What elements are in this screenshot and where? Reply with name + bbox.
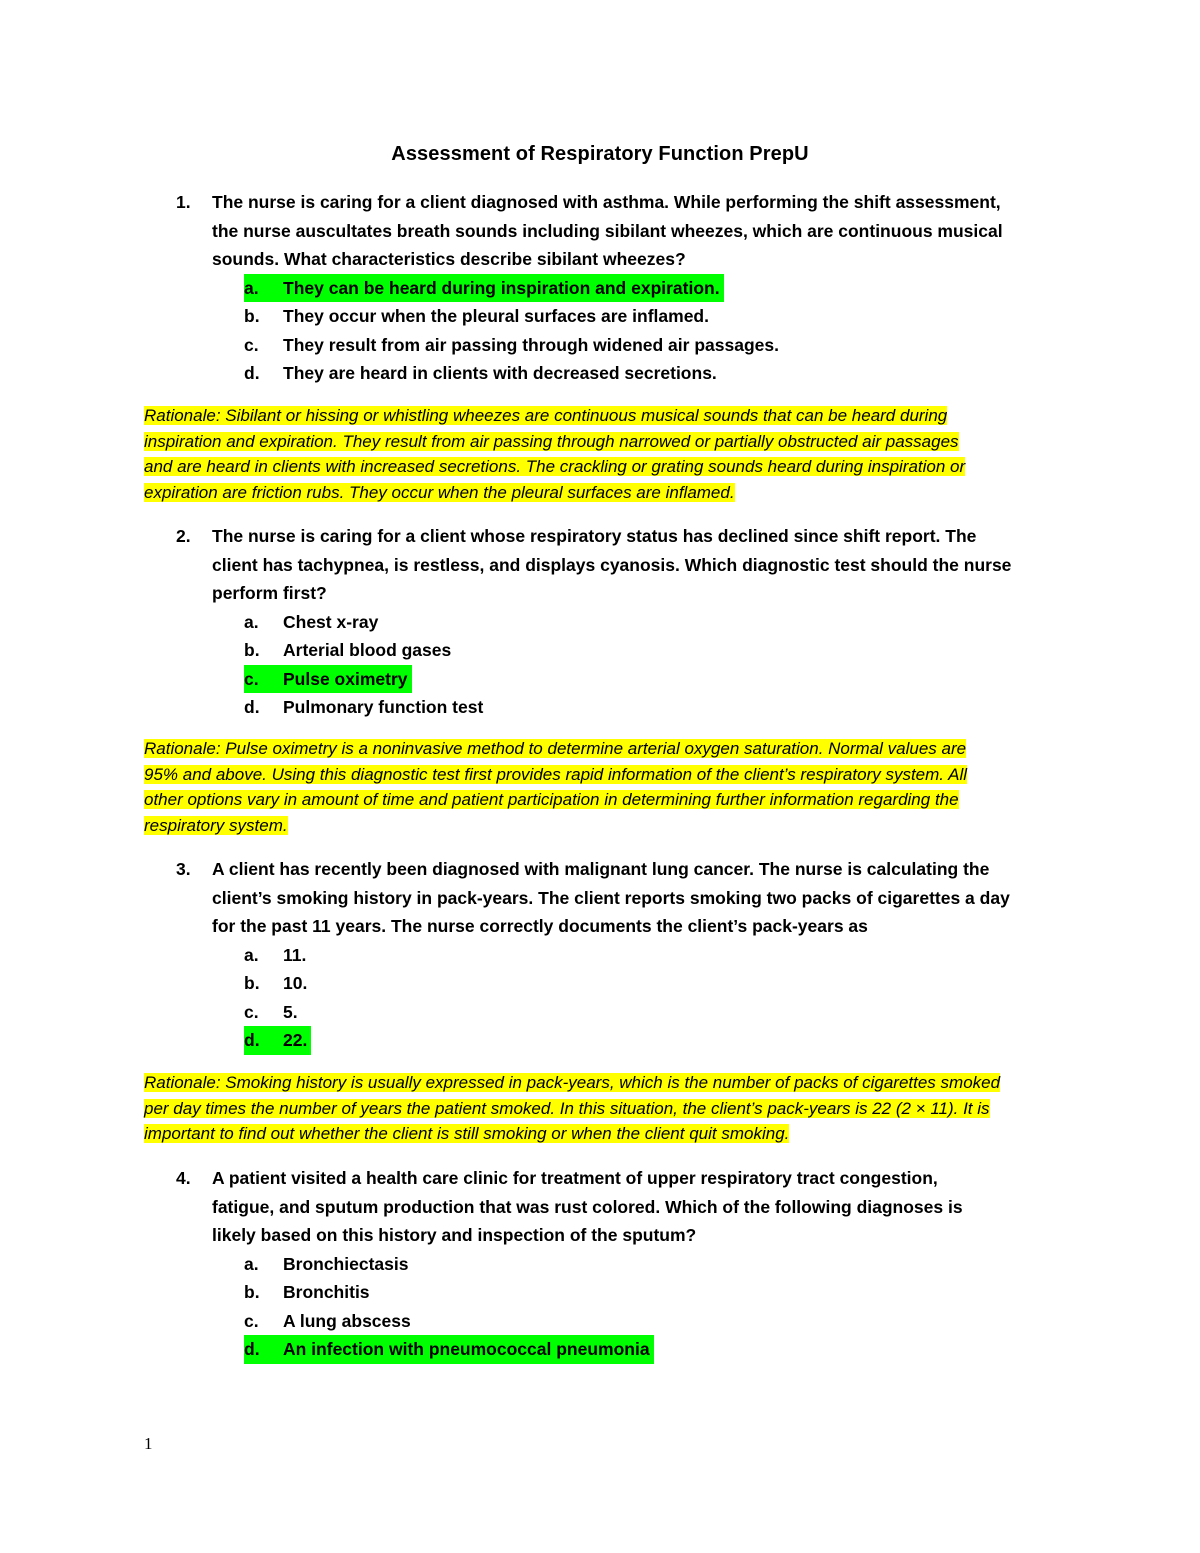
answer-option-d [244,359,1064,388]
option-letter: a. [244,1253,259,1274]
question-text [212,522,1064,608]
answer-option-c [244,998,1064,1027]
rationale-line: Rationale: Sibilant or hissing or whistling wheezes are continuous musical sounds that can be heard during [144,406,948,425]
question-2 [144,522,1064,722]
option-letter: b. [244,306,260,326]
option-letter: d. [244,1030,260,1050]
answer-option-d [244,1026,1064,1055]
answer-options [144,274,1064,388]
option-text: 11. [283,944,307,965]
page-title: Assessment of Respiratory Function PrepU [391,143,809,165]
option-text: 5. [283,1001,298,1022]
rationale-line: important to find out whether the client is still smoking or when the client quit smoking. [144,1124,790,1143]
question-line: likely based on this history and inspection of the sputum? [212,1225,697,1245]
answer-options [144,1250,1064,1364]
question-line: sounds. What characteristics describe sibilant wheezes? [212,249,686,269]
rationale-line: per day times the number of years the patient smoked. In this situation, the client’s pack-years is 22 (2 × 11). It is [144,1098,990,1118]
answer-option-c [244,1307,1064,1336]
option-letter: c. [244,334,259,355]
option-text: Chest x-ray [283,611,379,632]
option-letter: c. [244,668,259,689]
question-line: The nurse is caring for a client diagnosed with asthma. While performing the shift assessment, [212,192,1001,212]
option-text: Bronchitis [283,1282,370,1302]
rationale-3 [144,1070,1064,1147]
option-text: Pulmonary function test [283,697,484,717]
correct-answer-highlight [244,665,412,694]
rationale-2 [144,736,1064,838]
option-letter: a. [244,944,259,965]
correct-answer-highlight [244,1026,311,1055]
answer-option-a [244,1250,1064,1279]
question-line: the nurse auscultates breath sounds including sibilant wheezes, which are continuous musical [212,220,1003,241]
question-line: A patient visited a health care clinic for treatment of upper respiratory tract congestion, [212,1168,938,1188]
option-letter: b. [244,973,260,993]
option-text: Bronchiectasis [283,1253,409,1274]
question-number: 1. [176,192,191,212]
option-text: A lung abscess [283,1310,411,1331]
rationale-line: respiratory system. [144,815,288,835]
option-letter: c. [244,1001,259,1022]
answer-options [144,941,1064,1055]
question-line: fatigue, and sputum production that was rust colored. Which of the following diagnoses is [212,1196,963,1217]
answer-option-a [244,941,1064,970]
option-letter: a. [244,277,259,298]
option-text: They occur when the pleural surfaces are inflamed. [283,306,709,326]
correct-answer-highlight [244,274,724,303]
question-line: for the past 11 years. The nurse correctly documents the client’s pack-years as [212,916,868,936]
question-number: 2. [176,526,191,546]
page-number: 1 [144,1434,153,1453]
rationale-line: expiration are friction rubs. They occur when the pleural surfaces are inflamed. [144,482,735,502]
option-text: They are heard in clients with decreased secretions. [283,363,717,383]
question-1 [144,188,1064,388]
question-line: perform first? [212,583,327,603]
question-number: 3. [176,859,191,879]
question-line: client’s smoking history in pack-years. The client reports smoking two packs of cigarettes a day [212,887,1010,908]
answer-option-d [244,1335,1064,1364]
rationale-line: Rationale: Smoking history is usually expressed in pack-years, which is the number of packs of cigarettes smoked [144,1073,1001,1092]
question-3 [144,855,1064,1055]
answer-option-a [244,608,1064,637]
answer-option-c [244,665,1064,694]
question-text [212,1164,1064,1250]
option-letter: d. [244,697,260,717]
option-letter: c. [244,1310,259,1331]
answer-option-b [244,969,1064,998]
answer-options [144,608,1064,722]
rationale-line: 95% and above. Using this diagnostic test first provides rapid information of the client’s respiratory system. All [144,764,967,784]
option-letter: b. [244,1282,260,1302]
option-text: Pulse oximetry [283,668,408,689]
option-letter: d. [244,1339,260,1359]
rationale-1 [144,403,1064,505]
rationale-line: Rationale: Pulse oximetry is a noninvasive method to determine arterial oxygen saturation. Normal values are [144,739,967,758]
answer-option-c [244,331,1064,360]
question-text [212,188,1064,274]
question-text [212,855,1064,941]
rationale-line: other options vary in amount of time and patient participation in determining further information regarding the [144,790,959,809]
correct-answer-highlight [244,1335,654,1364]
answer-option-b [244,302,1064,331]
option-text: They can be heard during inspiration and expiration. [283,277,720,298]
answer-option-b [244,1278,1064,1307]
option-text: An infection with pneumococcal pneumonia [283,1339,650,1359]
option-letter: d. [244,363,260,383]
rationale-line: inspiration and expiration. They result from air passing through narrowed or partially obstructed air passages [144,431,959,451]
rationale-line: and are heard in clients with increased secretions. The crackling or grating sounds heard during inspiration or [144,457,966,476]
question-number: 4. [176,1168,191,1188]
option-letter: b. [244,640,260,660]
answer-option-b [244,636,1064,665]
option-text: 22. [283,1030,308,1050]
question-line: client has tachypnea, is restless, and displays cyanosis. Which diagnostic test should the nurse [212,554,1012,575]
option-letter: a. [244,611,259,632]
question-4 [144,1164,1064,1364]
answer-option-d [244,693,1064,722]
answer-option-a [244,274,1064,303]
option-text: They result from air passing through widened air passages. [283,334,779,355]
option-text: 10. [283,973,308,993]
question-line: The nurse is caring for a client whose respiratory status has declined since shift report. The [212,526,977,546]
question-line: A client has recently been diagnosed with malignant lung cancer. The nurse is calculating the [212,859,990,879]
option-text: Arterial blood gases [283,640,452,660]
